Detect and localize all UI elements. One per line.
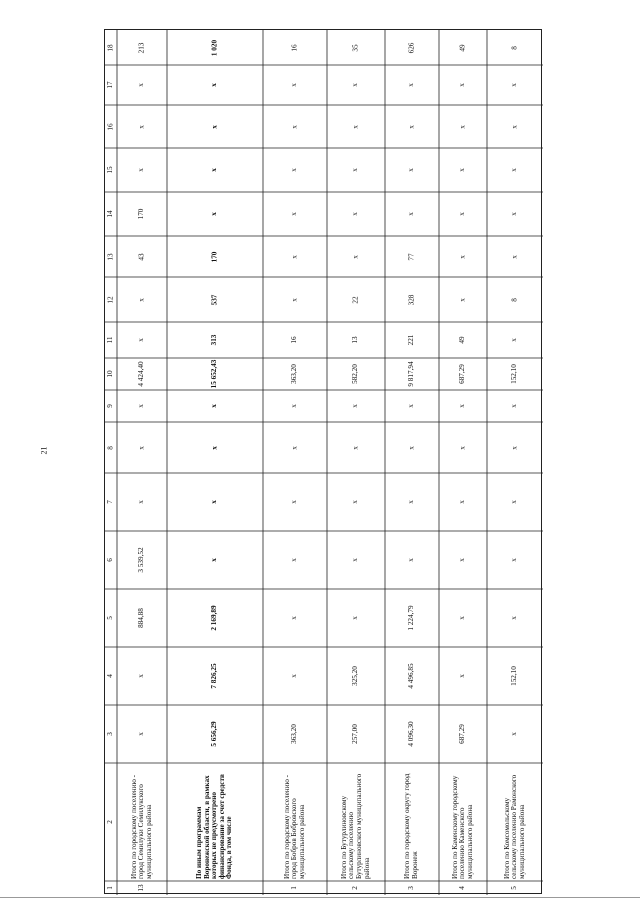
row-number: 4: [458, 886, 467, 890]
table-cell: 8: [510, 45, 519, 50]
table-cell: х: [137, 674, 146, 678]
table-cell: х: [407, 558, 416, 562]
table-cell: х: [137, 124, 146, 129]
table-cell: х: [510, 500, 519, 504]
table-cell: х: [407, 445, 416, 450]
column-header-7: 7: [106, 500, 115, 504]
table-cell: х: [290, 445, 299, 450]
table-cell: х: [407, 124, 416, 129]
table-cell: 15 652,43: [210, 359, 219, 389]
row-name: По иным программам Воронежской области, в рамках которых не предусмотрено финансирование за счет средств Фонда, в том числе: [195, 774, 234, 879]
table-cell: х: [290, 83, 299, 87]
table-cell: 1 020: [210, 39, 219, 56]
table-cell: х: [137, 83, 146, 87]
table-cell: х: [407, 168, 416, 172]
table-cell: х: [458, 500, 467, 504]
table-cell: 3 539,52: [137, 547, 146, 573]
table-cell: 213: [137, 42, 146, 53]
table-cell: х: [351, 212, 360, 216]
table-cell: х: [137, 168, 146, 172]
table-cell: х: [290, 616, 299, 620]
table-cell: х: [137, 404, 146, 408]
page-number: 21: [39, 446, 49, 455]
column-header-16: 16: [106, 122, 115, 131]
column-header-6: 6: [106, 558, 115, 562]
table-cell: х: [407, 83, 416, 87]
column-header-3: 3: [106, 732, 115, 736]
table-cell: х: [210, 212, 219, 216]
table-cell: х: [210, 168, 219, 172]
table-cell: х: [407, 500, 416, 504]
column-header-12: 12: [106, 295, 115, 304]
table-cell: х: [351, 124, 360, 129]
row-name: Итого по городскому поселению - город Семилуки Семилукского муниципального района: [129, 774, 153, 879]
table-cell: 5 656,29: [210, 721, 219, 747]
column-header-14: 14: [106, 210, 115, 218]
table-cell: 4 424,40: [137, 361, 146, 387]
table-cell: х: [458, 212, 467, 216]
table-cell: 22: [351, 295, 360, 304]
row-number: [167, 881, 263, 895]
table-cell: х: [458, 254, 467, 259]
table-cell: х: [210, 500, 219, 504]
table-cell: 537: [210, 294, 219, 305]
table-cell: х: [137, 732, 146, 736]
table-cell: 221: [407, 334, 416, 346]
table-cell: 7 826,25: [210, 663, 219, 689]
table-cell: 9 817,94: [407, 361, 416, 387]
row-number: 5: [510, 886, 519, 890]
column-header-13: 13: [106, 252, 115, 261]
column-header-18: 18: [106, 43, 115, 52]
table-cell: х: [510, 404, 519, 408]
table-cell: х: [458, 445, 467, 450]
table-cell: 325,20: [351, 666, 360, 686]
table-cell: 687,29: [458, 724, 467, 744]
column-header-1: 1: [106, 886, 115, 890]
row-name: Итого по городскому округу город Воронеж: [403, 773, 419, 879]
table-cell: 582,20: [351, 364, 360, 384]
table-cell: х: [458, 674, 467, 678]
table-cell: х: [510, 616, 519, 620]
table-cell: х: [458, 297, 467, 302]
table-cell: 626: [407, 42, 416, 53]
table-cell: 1 224,79: [407, 605, 416, 631]
row-number: 13: [137, 884, 146, 892]
table-cell: х: [458, 124, 467, 129]
row-number: 3: [407, 886, 416, 890]
table-cell: 170: [210, 251, 219, 262]
table-cell: х: [458, 83, 467, 87]
table-cell: 687,29: [458, 364, 467, 384]
table-cell: х: [210, 404, 219, 408]
table-cell: 152,10: [510, 364, 519, 384]
table-cell: 35: [351, 43, 360, 52]
table-cell: 884,88: [137, 608, 146, 628]
table-cell: х: [510, 445, 519, 450]
table-cell: х: [210, 445, 219, 450]
table-cell: х: [458, 404, 467, 408]
table-cell: х: [351, 558, 360, 562]
table-cell: х: [407, 404, 416, 408]
column-header-2: 2: [106, 820, 115, 824]
table-cell: х: [351, 616, 360, 620]
table-cell: 4 496,85: [407, 663, 416, 689]
table-cell: х: [290, 674, 299, 678]
table-cell: х: [137, 445, 146, 450]
table-cell: х: [510, 732, 519, 736]
row-number: 1: [290, 886, 299, 890]
table-cell: х: [510, 558, 519, 562]
table-cell: х: [458, 616, 467, 620]
table-cell: х: [290, 404, 299, 408]
column-header-4: 4: [106, 674, 115, 678]
table-cell: х: [510, 124, 519, 129]
table-cell: х: [210, 124, 219, 129]
table-cell: х: [290, 168, 299, 172]
table-cell: х: [458, 168, 467, 172]
row-name: Итого по Каменскому городскому поселению Каменского муниципального района: [450, 775, 474, 879]
row-name: Итого по Комсомольскому сельскому поселению Рамонского муниципального района: [502, 774, 526, 879]
table-cell: 43: [137, 252, 146, 261]
table-cell: 257,00: [351, 724, 360, 744]
footer-rule: [0, 897, 640, 898]
table-cell: х: [510, 83, 519, 87]
table-cell: 363,20: [290, 364, 299, 384]
table-cell: 13: [351, 336, 360, 344]
column-header-15: 15: [106, 166, 115, 174]
column-header-11: 11: [106, 336, 115, 344]
table-cell: 313: [210, 334, 219, 346]
table-cell: х: [137, 297, 146, 302]
table-cell: х: [290, 212, 299, 216]
table-cell: х: [510, 168, 519, 172]
table-cell: х: [458, 558, 467, 562]
table-cell: х: [210, 558, 219, 562]
table-cell: х: [137, 500, 146, 504]
table-cell: х: [290, 500, 299, 504]
table-cell: х: [351, 168, 360, 172]
data-table: [104, 29, 542, 894]
table-cell: х: [407, 212, 416, 216]
table-cell: х: [351, 500, 360, 504]
column-header-8: 8: [106, 445, 115, 450]
column-header-9: 9: [106, 404, 115, 408]
column-header-10: 10: [106, 370, 115, 378]
table-cell: 49: [458, 43, 467, 52]
column-header-17: 17: [106, 81, 115, 89]
table-cell: 4 096,30: [407, 721, 416, 747]
table-cell: 170: [137, 208, 146, 220]
table-cell: х: [510, 338, 519, 342]
table-cell: 16: [290, 43, 299, 52]
table-cell: 363,20: [290, 724, 299, 744]
table-cell: 2 169,89: [210, 605, 219, 631]
table-cell: 328: [407, 294, 416, 305]
table-cell: х: [351, 83, 360, 87]
table-cell: 8: [510, 297, 519, 302]
column-header-5: 5: [106, 616, 115, 620]
table-cell: х: [510, 212, 519, 216]
table-cell: х: [510, 254, 519, 259]
row-name: Итого по Бутурлиновскому сельскому поселению Бутурлиновского муниципального района: [339, 773, 371, 879]
table-cell: х: [290, 254, 299, 259]
table-cell: х: [351, 445, 360, 450]
table-cell: х: [210, 83, 219, 87]
table-cell: 49: [458, 336, 467, 344]
table-cell: 16: [290, 336, 299, 344]
table-cell: 77: [407, 252, 416, 261]
table-cell: 152,10: [510, 666, 519, 686]
table-cell: х: [137, 338, 146, 342]
table-cell: х: [290, 558, 299, 562]
row-name: Итого по городскому поселению - город Бобров Бобровского муниципального района: [282, 774, 306, 879]
table-cell: х: [351, 254, 360, 259]
table-cell: х: [351, 404, 360, 408]
row-number: 2: [351, 886, 360, 890]
table-cell: х: [290, 124, 299, 129]
table-cell: х: [290, 297, 299, 302]
